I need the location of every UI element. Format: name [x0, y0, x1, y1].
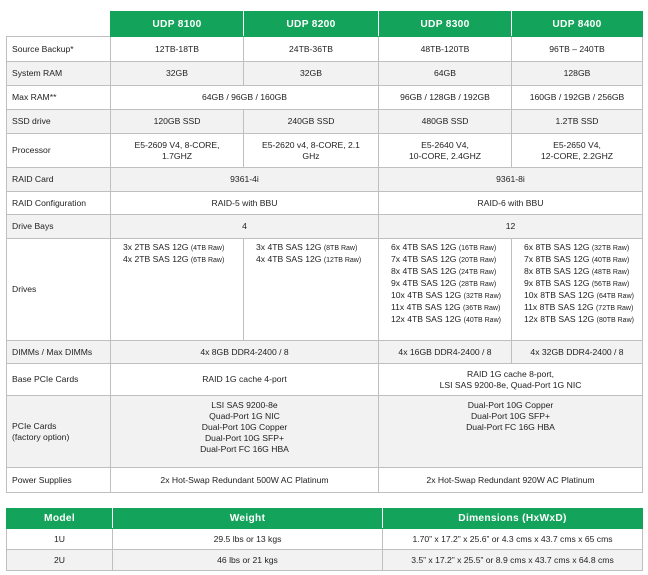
drives-8400 — [512, 239, 643, 341]
raw-capacity: (12TB Raw) — [323, 257, 362, 264]
label-system-ram: System RAM — [7, 62, 111, 86]
drive-config-line — [524, 302, 639, 314]
drive-config-line — [256, 254, 375, 266]
drive-config: 11x 4TB SAS 12G — [391, 302, 463, 312]
drive-config-line — [524, 254, 639, 266]
cell: 1.2TB SSD — [512, 110, 643, 134]
cell: 9361-8i — [379, 168, 643, 192]
drive-config: 3x 4TB SAS 12G — [256, 242, 324, 252]
raw-capacity: (4TB Raw) — [190, 245, 225, 252]
raw-capacity: (16TB Raw) — [458, 245, 497, 252]
cell: 96GB / 128GB / 192GB — [379, 86, 512, 110]
row-drives — [7, 239, 643, 341]
cell: 240GB SSD — [244, 110, 379, 134]
drive-config: 4x 2TB SAS 12G — [123, 254, 191, 264]
line: Quad-Port 1G NIC — [209, 411, 280, 421]
drive-config: 8x 4TB SAS 12G — [391, 266, 459, 276]
label-processor: Processor — [7, 134, 111, 168]
cell: 4x 32GB DDR4-2400 / 8 — [512, 341, 643, 364]
label-raid-card: RAID Card — [7, 168, 111, 192]
header-udp8100: UDP 8100 — [111, 12, 244, 37]
line: Dual-Port FC 16G HBA — [200, 444, 289, 454]
drive-config: 9x 8TB SAS 12G — [524, 278, 592, 288]
drive-config: 11x 8TB SAS 12G — [524, 302, 596, 312]
cell: 29.5 lbs or 13 kgs — [113, 529, 383, 550]
table-row — [7, 550, 643, 571]
row-ssd — [7, 110, 643, 134]
drives-8300 — [379, 239, 512, 341]
drive-config: 12x 4TB SAS 12G — [391, 314, 464, 324]
cell: 4x 16GB DDR4-2400 / 8 — [379, 341, 512, 364]
line: Dual-Port 10G SFP+ — [204, 433, 285, 443]
cell: 2x Hot-Swap Redundant 920W AC Platinum — [379, 468, 643, 493]
line: 10-CORE, 2.4GHZ — [408, 150, 482, 161]
line: Dual-Port 10G Copper — [467, 400, 554, 410]
line: LSI SAS 9200-8e, Quad-Port 1G NIC — [439, 379, 582, 390]
drive-config-line — [256, 242, 375, 254]
line: LSI SAS 9200-8e — [211, 400, 278, 410]
dims-header-row — [7, 509, 643, 529]
cell: 128GB — [512, 62, 643, 86]
raw-capacity: (28TB Raw) — [458, 281, 497, 288]
raw-capacity: (72TB Raw) — [595, 305, 634, 312]
cell: 12TB-18TB — [111, 37, 244, 62]
cell — [379, 364, 643, 396]
drive-config-line — [391, 302, 508, 314]
row-base-pcie — [7, 364, 643, 396]
drive-config: 8x 8TB SAS 12G — [524, 266, 592, 276]
line: PCIe Cards — [12, 420, 57, 431]
drive-config-line — [123, 254, 240, 266]
cell: 4x 8GB DDR4-2400 / 8 — [111, 341, 379, 364]
cell — [111, 134, 244, 168]
raw-capacity: (40TB Raw) — [463, 317, 501, 324]
drive-config-line — [391, 266, 508, 278]
specs-table — [6, 11, 643, 493]
cell: RAID-5 with BBU — [111, 192, 379, 215]
drives-8200 — [244, 239, 379, 341]
label-base-pcie: Base PCIe Cards — [7, 364, 111, 396]
drive-config: 6x 4TB SAS 12G — [391, 242, 459, 252]
cell — [379, 134, 512, 168]
cell: 64GB — [379, 62, 512, 86]
header-corner — [7, 12, 111, 37]
cell: 1.70” x 17.2” x 25.6” or 4.3 cms x 43.7 cms x 65 cms — [383, 529, 643, 550]
line: E5-2620 v4, 8-CORE, 2.1 — [262, 139, 360, 150]
cell: 480GB SSD — [379, 110, 512, 134]
label-drive-bays: Drive Bays — [7, 215, 111, 239]
cell — [512, 134, 643, 168]
cell: 2U — [7, 550, 113, 571]
row-system-ram — [7, 62, 643, 86]
line: GHz — [302, 150, 320, 161]
drive-config: 6x 8TB SAS 12G — [524, 242, 592, 252]
label-ssd: SSD drive — [7, 110, 111, 134]
cell: 120GB SSD — [111, 110, 244, 134]
header-udp8300: UDP 8300 — [379, 12, 512, 37]
raw-capacity: (56TB Raw) — [591, 281, 630, 288]
drive-config-line — [391, 290, 508, 302]
line: Dual-Port FC 16G HBA — [466, 422, 555, 432]
line: Dual-Port 10G SFP+ — [470, 411, 551, 421]
drive-config: 10x 4TB SAS 12G — [391, 290, 464, 300]
drive-config: 10x 8TB SAS 12G — [524, 290, 597, 300]
drive-config-line — [391, 254, 508, 266]
cell: 12 — [379, 215, 643, 239]
drive-config-line — [524, 278, 639, 290]
drive-config-line — [524, 242, 639, 254]
raw-capacity: (8TB Raw) — [323, 245, 358, 252]
row-pcie-options — [7, 396, 643, 468]
raw-capacity: (6TB Raw) — [190, 257, 225, 264]
row-raid-config — [7, 192, 643, 215]
cell — [111, 364, 379, 396]
label-raid-config: RAID Configuration — [7, 192, 111, 215]
raw-capacity: (24TB Raw) — [458, 269, 497, 276]
row-source-backup — [7, 37, 643, 62]
row-max-ram — [7, 86, 643, 110]
cell: 64GB / 96GB / 160GB — [111, 86, 379, 110]
dimensions-table — [6, 508, 643, 571]
cell: 48TB-120TB — [379, 37, 512, 62]
label-drives: Drives — [7, 239, 111, 341]
cell: 2x Hot-Swap Redundant 500W AC Platinum — [111, 468, 379, 493]
header-model: Model — [7, 509, 113, 529]
drive-config: 7x 8TB SAS 12G — [524, 254, 592, 264]
cell: 9361-4i — [111, 168, 379, 192]
row-power — [7, 468, 643, 493]
header-weight: Weight — [113, 509, 383, 529]
line: RAID 1G cache 4-port — [202, 374, 287, 384]
drive-config: 7x 4TB SAS 12G — [391, 254, 459, 264]
line: E5-2640 V4, — [421, 139, 469, 150]
drive-config-line — [524, 314, 639, 326]
raw-capacity: (32TB Raw) — [463, 293, 501, 300]
cell: 96TB – 240TB — [512, 37, 643, 62]
drive-config: 4x 4TB SAS 12G — [256, 254, 324, 264]
cell: RAID-6 with BBU — [379, 192, 643, 215]
label-source-backup: Source Backup* — [7, 37, 111, 62]
drive-config-line — [391, 314, 508, 326]
raw-capacity: (32TB Raw) — [591, 245, 630, 252]
header-udp8200: UDP 8200 — [244, 12, 379, 37]
raw-capacity: (64TB Raw) — [596, 293, 634, 300]
header-dimensions: Dimensions (HxWxD) — [383, 509, 643, 529]
line: 12-CORE, 2.2GHZ — [540, 150, 614, 161]
line: E5-2650 V4, — [553, 139, 601, 150]
line: Dual-Port 10G Copper — [201, 422, 288, 432]
label-max-ram: Max RAM** — [7, 86, 111, 110]
raw-capacity: (48TB Raw) — [591, 269, 630, 276]
table-row — [7, 529, 643, 550]
row-dimms — [7, 341, 643, 364]
line: (factory option) — [12, 431, 70, 442]
cell: 32GB — [244, 62, 379, 86]
row-raid-card — [7, 168, 643, 192]
line: 1.7GHZ — [161, 150, 193, 161]
row-processor — [7, 134, 643, 168]
raw-capacity: (20TB Raw) — [458, 257, 497, 264]
cell: 24TB-36TB — [244, 37, 379, 62]
cell — [111, 396, 379, 468]
drives-8100 — [111, 239, 244, 341]
line: RAID 1G cache 8-port, — [467, 368, 554, 379]
cell: 4 — [111, 215, 379, 239]
drive-config-line — [524, 266, 639, 278]
cell: 160GB / 192GB / 256GB — [512, 86, 643, 110]
header-udp8400: UDP 8400 — [512, 12, 643, 37]
raw-capacity: (80TB Raw) — [596, 317, 634, 324]
drive-config: 3x 2TB SAS 12G — [123, 242, 191, 252]
row-drive-bays — [7, 215, 643, 239]
drive-config-line — [123, 242, 240, 254]
drive-config-line — [524, 290, 639, 302]
header-row — [7, 12, 643, 37]
raw-capacity: (40TB Raw) — [591, 257, 630, 264]
drive-config: 12x 8TB SAS 12G — [524, 314, 597, 324]
drive-config-line — [391, 242, 508, 254]
cell — [244, 134, 379, 168]
label-dimms: DIMMs / Max DIMMs — [7, 341, 111, 364]
cell: 46 lbs or 21 kgs — [113, 550, 383, 571]
raw-capacity: (36TB Raw) — [462, 305, 501, 312]
cell: 3.5” x 17.2” x 25.5” or 8.9 cms x 43.7 cms x 64.8 cms — [383, 550, 643, 571]
drive-config: 9x 4TB SAS 12G — [391, 278, 459, 288]
cell: 1U — [7, 529, 113, 550]
label-pcie-options — [7, 396, 111, 468]
cell: 32GB — [111, 62, 244, 86]
line: E5-2609 V4, 8-CORE, — [134, 139, 220, 150]
drive-config-line — [391, 278, 508, 290]
cell — [379, 396, 643, 468]
label-power: Power Supplies — [7, 468, 111, 493]
